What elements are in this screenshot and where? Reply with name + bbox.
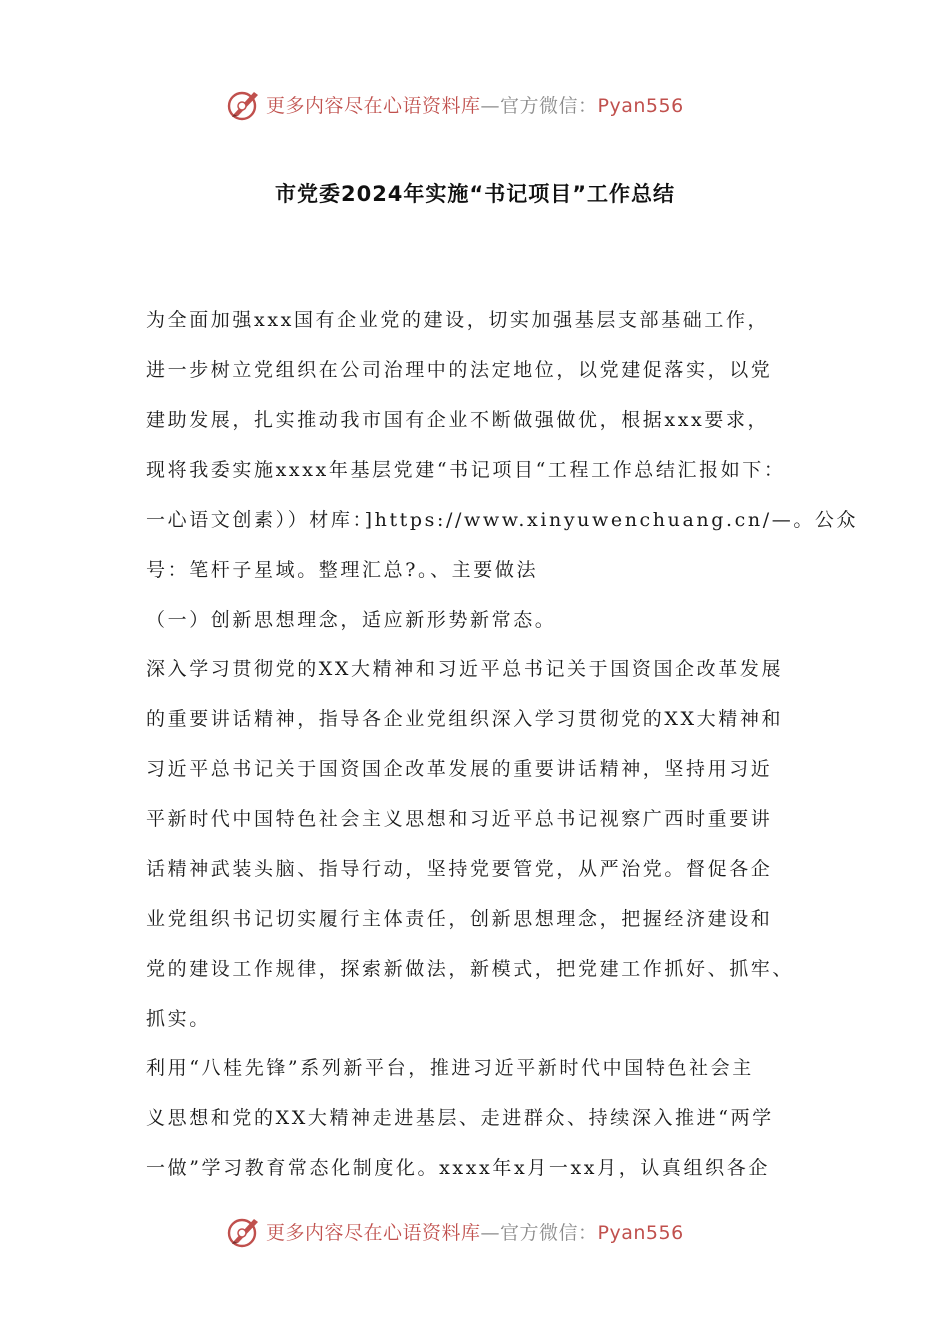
pen-in-circle-icon [226, 86, 262, 122]
body-line: 建助发展，扎实推动我市国有企业不断做强做优，根据xxx要求， [146, 409, 770, 431]
pen-in-circle-icon [226, 1213, 262, 1249]
body-line: 一做”学习教育常态化制度化。xxxx年x月一xx月，认真组织各企 [146, 1157, 770, 1179]
body-line: 平新时代中国特色社会主义思想和习近平总书记视察广西时重要讲 [146, 808, 773, 830]
banner-dash: — [480, 94, 501, 117]
body-line: 义思想和党的XX大精神走进基层、走进群众、持续深入推进“两学 [146, 1107, 774, 1129]
body-line: 现将我委实施xxxx年基层党建“书记项目“工程工作总结汇报如下： [146, 459, 786, 481]
body-line: 的重要讲话精神，指导各企业党组织深入学习贯彻党的XX大精神和 [146, 708, 784, 730]
banner-text [266, 91, 684, 118]
header-banner [226, 84, 746, 124]
banner-main: 更多内容尽在心语资料库 [266, 94, 481, 117]
body-line: 抓实。 [146, 1008, 211, 1030]
body-line: 党的建设工作规律，探索新做法，新模式，把党建工作抓好、抓牢、 [146, 958, 795, 980]
banner-text [266, 1218, 684, 1245]
banner-main: 更多内容尽在心语资料库 [266, 1221, 481, 1244]
body-line: 为全面加强xxx国有企业党的建设，切实加强基层支部基础工作， [146, 309, 770, 331]
banner-dash: — [480, 1221, 501, 1244]
banner-sub: 官方微信： [500, 1221, 598, 1244]
body-line: 号：笔杆子星域。整理汇总?。、主要做法 [146, 559, 539, 581]
body-line: 一心语文创素））材库：]https://www.xinyuwenchuang.cn/—。公众 [146, 509, 859, 531]
banner-id: Pyan556 [597, 1221, 684, 1244]
banner-sub: 官方微信： [500, 94, 598, 117]
body-line: 利用“八桂先锋”系列新平台，推进习近平新时代中国特色社会主 [146, 1057, 754, 1079]
document-title: 市党委2024年实施“书记项目”工作总结 [274, 182, 676, 206]
body-line: 业党组织书记切实履行主体责任，创新思想理念，把握经济建设和 [146, 908, 773, 930]
body-line: 话精神武装头脑、指导行动，坚持党要管党，从严治党。督促各企 [146, 858, 773, 880]
banner-id: Pyan556 [597, 94, 684, 117]
body-line: 深入学习贯彻党的XX大精神和习近平总书记关于国资国企改革发展 [146, 658, 784, 680]
footer-banner [226, 1211, 746, 1251]
body-line: 进一步树立党组织在公司治理中的法定地位，以党建促落实，以党 [146, 359, 773, 381]
section-heading: （一）创新思想理念，适应新形势新常态。 [146, 609, 557, 631]
body-line: 习近平总书记关于国资国企改革发展的重要讲话精神，坚持用习近 [146, 758, 773, 780]
